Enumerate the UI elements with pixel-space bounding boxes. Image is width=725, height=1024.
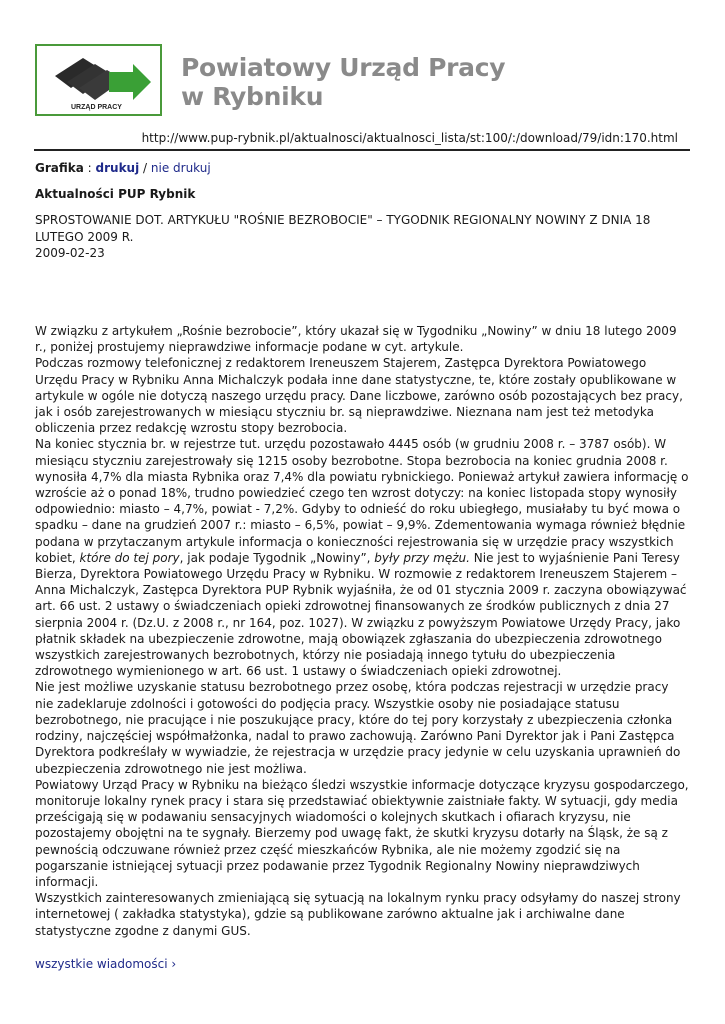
organization-title-line2: w Rybniku: [181, 82, 324, 111]
article-paragraph-5: Powiatowy Urząd Pracy w Rybniku na bieżąco śledzi wszystkie informacje dotyczące kryzysu gospodarczego, monitoruje lokalny rynek pracy i stara się przedstawiać obiektywnie zaistniałe fakty. W sytuacji, gdy media prześcigają się w podawaniu sensacyjnych wiadomości o kolejnych skutkach i ofiarach kryzysu, nie pozostajemy obojętni na te sygnały. Bierzemy pod uwagę fakt, że skutki kryzysu dotarły na Śląsk, że są z pewnością odczuwane również przez część mieszkańców Rybnika, ale nie możemy zgodzić się na pogarszanie istniejącej sytuacji przez podawanie przez Tygodnik Regionalny Nowiny nieprawdziwych informacji.: [35, 777, 689, 889]
article-body: [35, 323, 690, 939]
organization-title: [181, 53, 505, 111]
print-options: [35, 160, 690, 176]
section-title: Aktualności PUP Rybnik: [35, 187, 196, 202]
article-paragraph-6: Wszystkich zainteresowanych zmieniającą się sytuacją na lokalnym rynku pracy odsyłamy do naszej strony internetowej ( zakładka statystyka), gdzie są publikowane zarówno aktualne jak i archiwalne dane statystyczne zgodne z danymi GUS.: [35, 891, 681, 938]
article-emphasis-2: były przy mężu.: [374, 550, 470, 565]
article-headline: SPROSTOWANIE DOT. ARTYKUŁU "ROŚNIE BEZROBOCIE" – TYGODNIK REGIONALNY NOWINY Z DNIA 18 LUTEGO 2009 R.: [35, 213, 651, 244]
article-paragraph-1: W związku z artykułem „Rośnie bezrobocie”, który ukazał się w Tygodniku „Nowiny” w dniu 18 lutego 2009 r., poniżej prostujemy nieprawdziwe informacje podane w cyt. artykule.: [35, 324, 677, 355]
article-emphasis-1: które do tej pory: [79, 550, 180, 565]
print-options-label: Grafika: [35, 161, 84, 175]
article-paragraph-4: Nie jest możliwe uzyskanie statusu bezrobotnego przez osobę, która podczas rejestracji w urzędzie pracy nie zadeklaruje zdolności i gotowości do podjęcia pracy. Wszystkie osoby nie posiadające statusu bezrobotnego, nie pracujące i nie poszukujące pracy, które do tej pory korzystały z ubezpieczenia członka rodziny, najczęściej współmałżonka, nadal to prawo zachowują. Zarówno Pani Dyrektor jak i Pani Zastępca Dyrektora podkreślały w wywiadzie, że rejestracja w urzędzie pracy jedynie w celu uzyskania uprawnień do ubezpieczenia zdrowotnego nie jest możliwa.: [35, 680, 681, 776]
print-options-separator: :: [83, 161, 96, 175]
article-date: 2009-02-23: [35, 245, 105, 260]
main-content: [35, 160, 690, 972]
print-options-slash: /: [139, 161, 151, 175]
print-link[interactable]: drukuj: [95, 161, 140, 175]
all-news-link[interactable]: wszystkie wiadomości ›: [35, 956, 177, 971]
article-paragraph-3-part-b: , jak podaje Tygodnik „Nowiny”,: [179, 550, 375, 565]
organization-title-line1: Powiatowy Urząd Pracy: [181, 53, 506, 82]
logo-graphic: [37, 46, 160, 114]
no-print-link[interactable]: nie drukuj: [150, 161, 211, 175]
article-paragraph-2: Podczas rozmowy telefonicznej z redaktorem Ireneuszem Stajerem, Zastępca Dyrektora Powiatowego Urzędu Pracy w Rybniku Anna Michalczyk podała inne dane statystyczne, te, które zostały opublikowane w artykule w ogóle nie dotyczą naszego urzędu pracy. Dane liczbowe, zarówno osób pozostających bez pracy, jak i osób zarejestrowanych w miesiącu styczniu br. są nieprawdziwe. Nieznana nam jest też metodyka obliczenia przez redakcję wzrostu stopy bezrobocia.: [35, 356, 683, 436]
logo-arrow: [109, 64, 151, 100]
logo: [35, 44, 162, 116]
header-divider: [34, 149, 690, 151]
page-url: http://www.pup-rybnik.pl/aktualnosci/aktualnosci_lista/st:100/:/download/79/idn:170.html: [141, 131, 678, 145]
article-paragraph-3: [35, 436, 690, 679]
logo-text: URZĄD PRACY: [71, 104, 122, 111]
article-paragraph-3-part-a: Na koniec stycznia br. w rejestrze tut. urzędu pozostawało 4445 osób (w grudniu 2008 r. – 3787 osób). W miesiącu styczniu zarejestrowały się 1215 osoby bezrobotne. Stopa bezrobocia na koniec grudnia 2008 r. wynosiła 4,7% dla miasta Rybnika oraz 7,4% dla powiatu rybnickiego. Ponieważ artykuł zawiera informację o wzroście aż o ponad 18%, trudno powiedzieć czego ten wzrost dotyczy: na koniec listopada stopy wynosiły odpowiednio: miasto – 4,7%, powiat - 7,2%. Gdyby to odnieść do roku ubiegłego, musiałaby tu być mowa o spadku – dane na grudzień 2007 r.: miasto – 6,5%, powiat – 9,9%. Zdementowania wymaga również błędnie podana w przytaczanym artykule informacja o konieczności rejestrowania się w urzędzie pracy wszystkich kobiet,: [35, 437, 689, 565]
article-paragraph-3-part-c: Nie jest to wyjaśnienie Pani Teresy Bierza, Dyrektora Powiatowego Urzędu Pracy w Rybniku. W rozmowie z redaktorem Ireneuszem Stajerem – Anna Michalczyk, Zastępca Dyrektora PUP Rybnik wyjaśniła, że od 01 stycznia 2009 r. zaczyna obowiązywać art. 66 ust. 2 ustawy o świadczeniach opieki zdrowotnej finansowanych ze środków publicznych z dnia 27 sierpnia 2004 r. (Dz.U. z 2008 r., nr 164, poz. 1027). W związku z powyższym Powiatowe Urzędy Pracy, jako płatnik składek na ubezpieczenie zdrowotne, mają obowiązek zgłaszania do ubezpieczenia zdrowotnego wszystkich zarejestrowanych bezrobotnych, którzy nie posiadają innego tytułu do ubezpieczenia zdrowotnego wymienionego w art. 66 ust. 1 ustawy o świadczeniach opieki zdrowotnej.: [35, 550, 687, 679]
